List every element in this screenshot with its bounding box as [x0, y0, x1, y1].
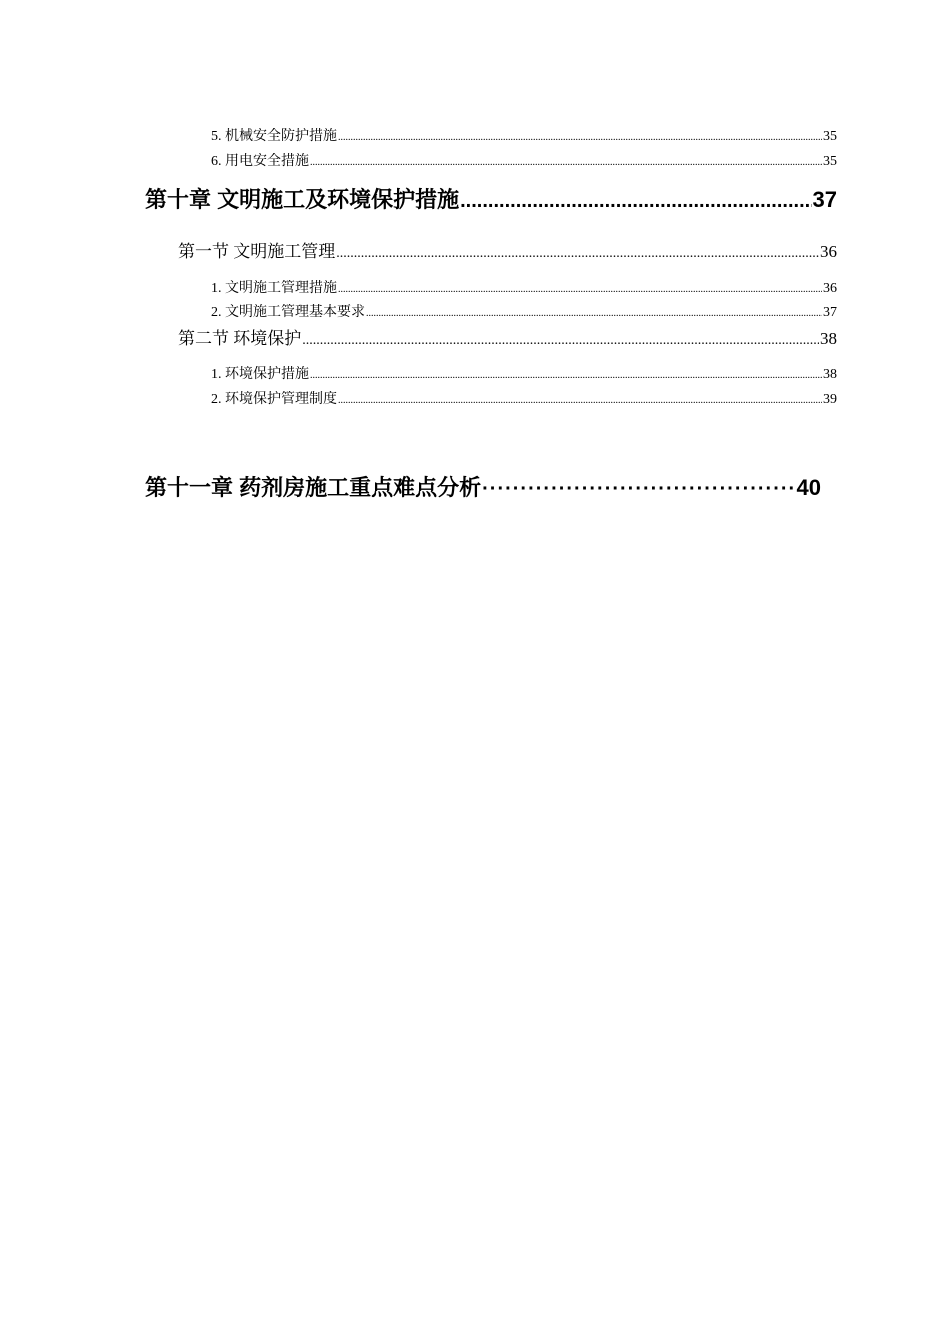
toc-entry-label: 2. 文明施工管理基本要求 — [211, 305, 365, 320]
toc-page-number: 37 — [823, 305, 837, 320]
toc-entry[interactable] — [211, 280, 837, 298]
toc-dot-leader — [310, 154, 822, 171]
toc-dot-leader — [310, 367, 822, 384]
toc-dot-leader — [366, 305, 822, 322]
toc-dot-leader — [338, 281, 822, 298]
toc-entry[interactable] — [211, 304, 837, 322]
toc-entry[interactable] — [211, 153, 837, 171]
toc-dot-leader — [336, 243, 819, 263]
toc-page-number: 36 — [823, 281, 837, 296]
toc-chapter-entry[interactable] — [145, 186, 837, 214]
toc-page-number: 35 — [823, 129, 837, 144]
toc-entry[interactable] — [211, 391, 837, 409]
toc-chapter-label: 第十章 文明施工及环境保护措施 — [145, 187, 460, 212]
toc-dot-leader — [302, 330, 819, 350]
toc-entry-label: 6. 用电安全措施 — [211, 154, 309, 169]
toc-dot-leader — [482, 475, 795, 502]
toc-section-entry[interactable] — [178, 328, 837, 350]
toc-page-number: 35 — [823, 154, 837, 169]
toc-section-label: 第二节 环境保护 — [178, 329, 302, 348]
toc-page-number: 39 — [823, 392, 837, 407]
toc-entry[interactable] — [211, 128, 837, 146]
toc-page-number: 37 — [812, 187, 837, 212]
toc-dot-leader — [460, 187, 811, 214]
toc-dot-leader — [338, 129, 822, 146]
toc-entry-label: 2. 环境保护管理制度 — [211, 392, 337, 407]
toc-section-label: 第一节 文明施工管理 — [178, 242, 336, 261]
toc-page-number: 36 — [820, 242, 837, 261]
toc-dot-leader — [338, 392, 822, 409]
toc-page-number: 38 — [823, 367, 837, 382]
toc-entry[interactable] — [211, 366, 837, 384]
toc-chapter-label: 第十一章 药剂房施工重点难点分析 — [145, 475, 482, 500]
toc-entry-label: 1. 文明施工管理措施 — [211, 281, 337, 296]
toc-section-entry[interactable] — [178, 241, 837, 263]
toc-chapter-entry[interactable] — [145, 474, 821, 502]
toc-page-number: 38 — [820, 329, 837, 348]
toc-page-number: 40 — [796, 475, 821, 500]
toc-entry-label: 1. 环境保护措施 — [211, 367, 309, 382]
toc-entry-label: 5. 机械安全防护措施 — [211, 129, 337, 144]
